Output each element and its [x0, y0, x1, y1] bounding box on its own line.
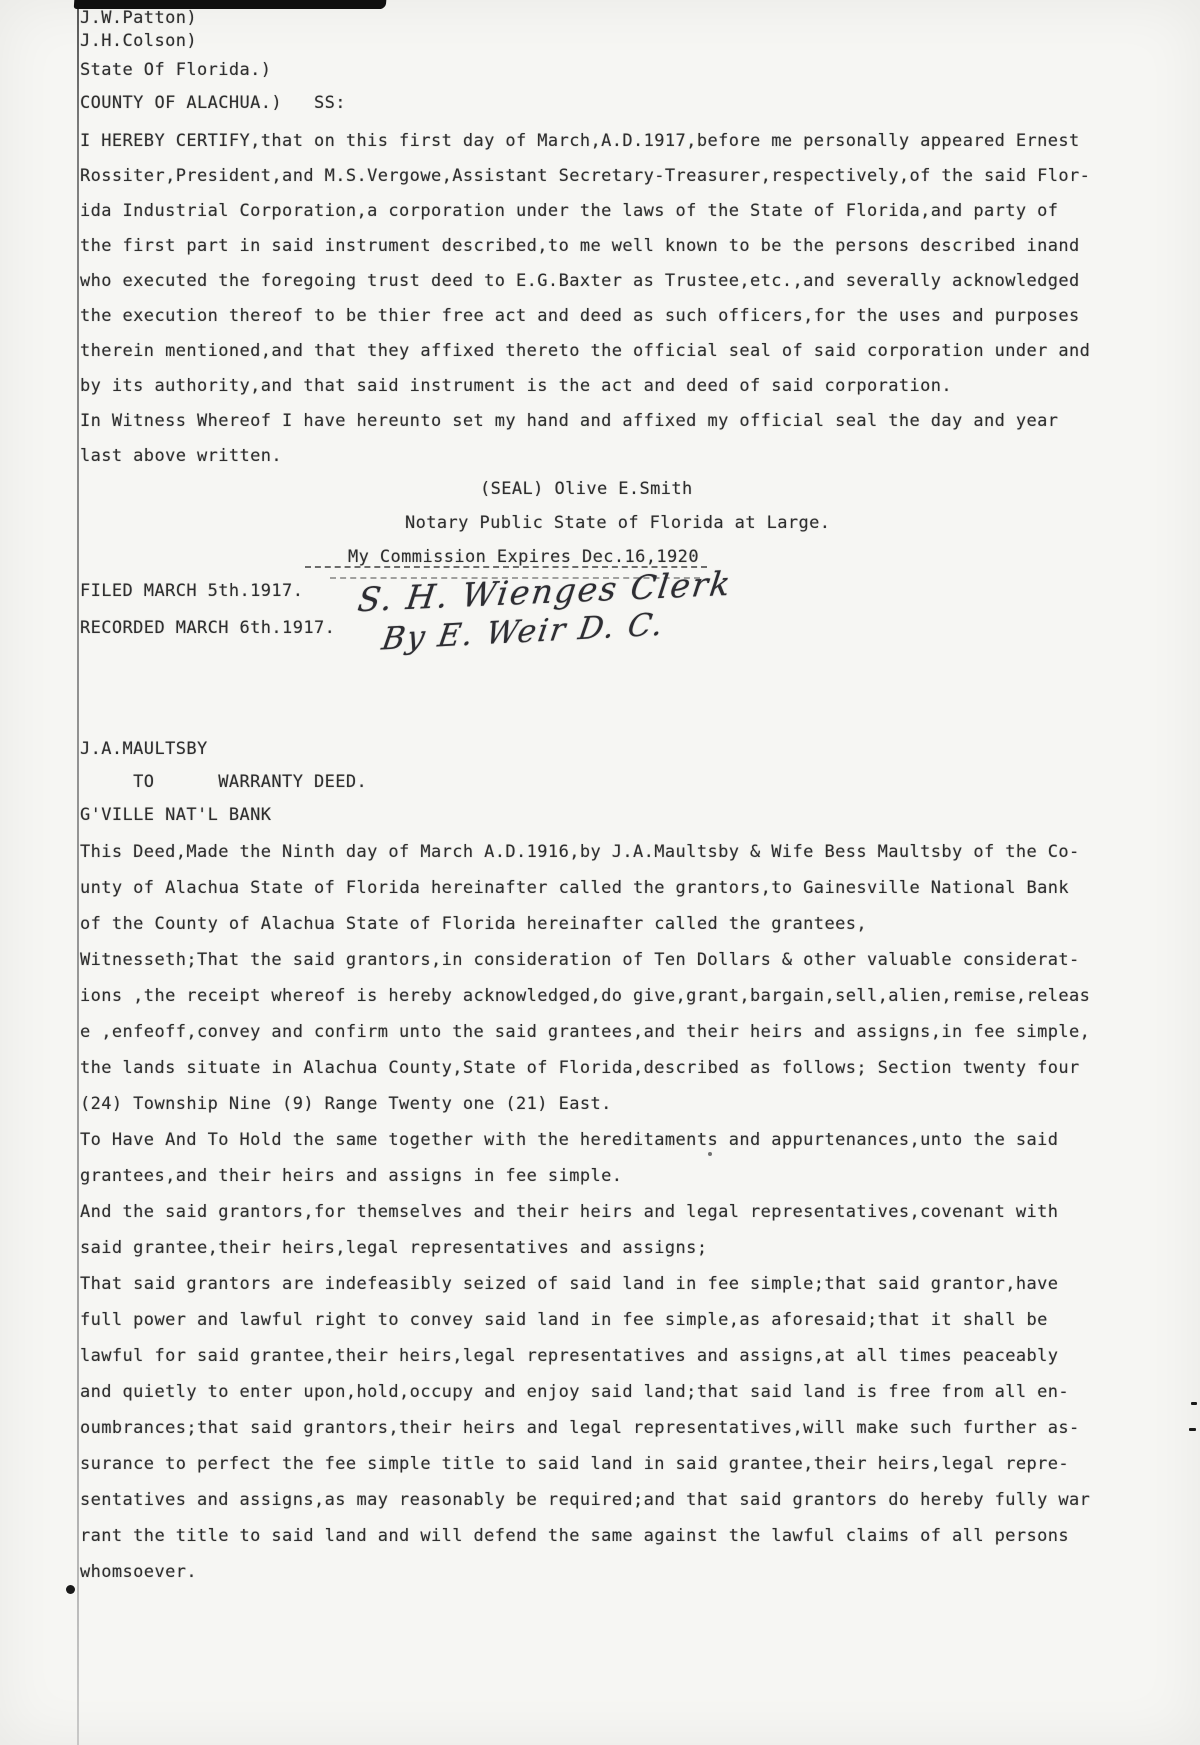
notary-public-text: Notary Public State of Florida at Large.: [405, 513, 831, 533]
left-margin-rule: [77, 0, 79, 1745]
deed-caption-block: [80, 733, 367, 832]
seal-signature-line: [480, 472, 693, 507]
witness-name: J.W.Patton): [80, 8, 197, 28]
filed-stamp: [80, 574, 303, 609]
deed-line: unty of Alachua State of Florida hereinafter called the grantors,to Gainesville National Bank: [80, 878, 1070, 898]
deed-line: ions ,the receipt whereof is hereby acknowledged,do give,grant,bargain,sell,alien,remise,releas: [80, 986, 1091, 1006]
scan-speck: [66, 1585, 75, 1594]
deed-line: rant the title to said land and will defend the same against the lawful claims of all persons: [80, 1526, 1070, 1546]
deed-line: lawful for said grantee,their heirs,legal representatives and assigns,at all times peaceably: [80, 1346, 1059, 1366]
to-warranty-deed-caption: TO WARRANTY DEED.: [80, 772, 368, 792]
witness-name: J.H.Colson): [80, 31, 197, 51]
recorded-stamp: [80, 611, 335, 646]
deed-line: and quietly to enter upon,hold,occupy and enjoy said land;that said land is free from all en-: [80, 1382, 1070, 1402]
cert-line: last above written.: [80, 446, 283, 466]
deed-line: whomsoever.: [80, 1562, 197, 1582]
clerk-handwritten-signature: S. H. Wienges Clerk: [355, 563, 735, 620]
cert-line: the first part in said instrument described,to me well known to be the persons described inand: [80, 236, 1080, 256]
deed-line: full power and lawful right to convey said land in fee simple,as aforesaid;that it shall be: [80, 1310, 1048, 1330]
venue-county-line: [80, 86, 346, 121]
grantee-name-caption: G'VILLE NAT'L BANK: [80, 805, 272, 825]
venue-state-line: [80, 53, 271, 88]
deed-line: of the County of Alachua State of Florida hereinafter called the grantees,: [80, 914, 867, 934]
warranty-deed-body: [80, 834, 1090, 1590]
deed-line: the lands situate in Alachua County,State of Florida,described as follows; Section twenty four: [80, 1058, 1080, 1078]
cert-line: who executed the foregoing trust deed to E.G.Baxter as Trustee,etc.,and severally acknowledged: [80, 271, 1080, 291]
cert-line: therein mentioned,and that they affixed thereto the official seal of said corporation under and: [80, 341, 1091, 361]
notary-public-line: [405, 506, 830, 541]
seal-olive-smith: (SEAL) Olive E.Smith: [480, 479, 693, 499]
county-of-alachua-line: COUNTY OF ALACHUA.) SS:: [80, 93, 346, 113]
cert-line: ida Industrial Corporation,a corporation under the laws of the State of Florida,and party of: [80, 201, 1059, 221]
deed-line: This Deed,Made the Ninth day of March A.D.1916,by J.A.Maultsby & Wife Bess Maultsby of the Co-: [80, 842, 1080, 862]
deed-line: Witnesseth;That the said grantors,in consideration of Ten Dollars & other valuable considerat-: [80, 950, 1080, 970]
deed-line: surance to perfect the fee simple title to said land in said grantee,their heirs,legal repre-: [80, 1454, 1070, 1474]
filed-date-text: FILED MARCH 5th.1917.: [80, 581, 304, 601]
recorded-date-text: RECORDED MARCH 6th.1917.: [80, 618, 336, 638]
scan-speck: [1189, 1428, 1196, 1431]
cert-line: In Witness Whereof I have hereunto set my hand and affixed my official seal the day and year: [80, 411, 1059, 431]
commission-expiry-text: My Commission Expires Dec.16,1920: [348, 547, 699, 567]
cert-line: I HEREBY CERTIFY,that on this first day of March,A.D.1917,before me personally appeared Ernest: [80, 131, 1080, 151]
deed-line: That said grantors are indefeasibly seized of said land in fee simple;that said grantor,have: [80, 1274, 1059, 1294]
deed-line: e ,enfeoff,convey and confirm unto the said grantees,and their heirs and assigns,in fee simple,: [80, 1022, 1091, 1042]
scan-speck: [1191, 1402, 1197, 1405]
state-of-florida-line: State Of Florida.): [80, 60, 272, 80]
deed-line: oumbrances;that said grantors,their heirs and legal representatives,will make such further as-: [80, 1418, 1080, 1438]
deed-line: (24) Township Nine (9) Range Twenty one (21) East.: [80, 1094, 612, 1114]
grantor-name-caption: J.A.MAULTSBY: [80, 739, 208, 759]
notary-certification-paragraph: [80, 124, 1090, 474]
witness-names-block: [80, 7, 197, 53]
deed-line: grantees,and their heirs and assigns in fee simple.: [80, 1166, 623, 1186]
deputy-clerk-handwritten-signature: By E. Weir D. C.: [379, 606, 668, 658]
cert-line: Rossiter,President,and M.S.Vergowe,Assistant Secretary-Treasurer,respectively,of the said Flor-: [80, 166, 1091, 186]
cert-line: by its authority,and that said instrument is the act and deed of said corporation.: [80, 376, 953, 396]
cert-line: the execution thereof to be thier free act and deed as such officers,for the uses and purposes: [80, 306, 1080, 326]
deed-line: And the said grantors,for themselves and their heirs and legal representatives,covenant with: [80, 1202, 1059, 1222]
deed-line: said grantee,their heirs,legal representatives and assigns;: [80, 1238, 708, 1258]
deed-line: sentatives and assigns,as may reasonably be required;and that said grantors do hereby fully war: [80, 1490, 1091, 1510]
deed-line: To Have And To Hold the same together with the hereditaments and appurtenances,unto the said: [80, 1130, 1059, 1150]
